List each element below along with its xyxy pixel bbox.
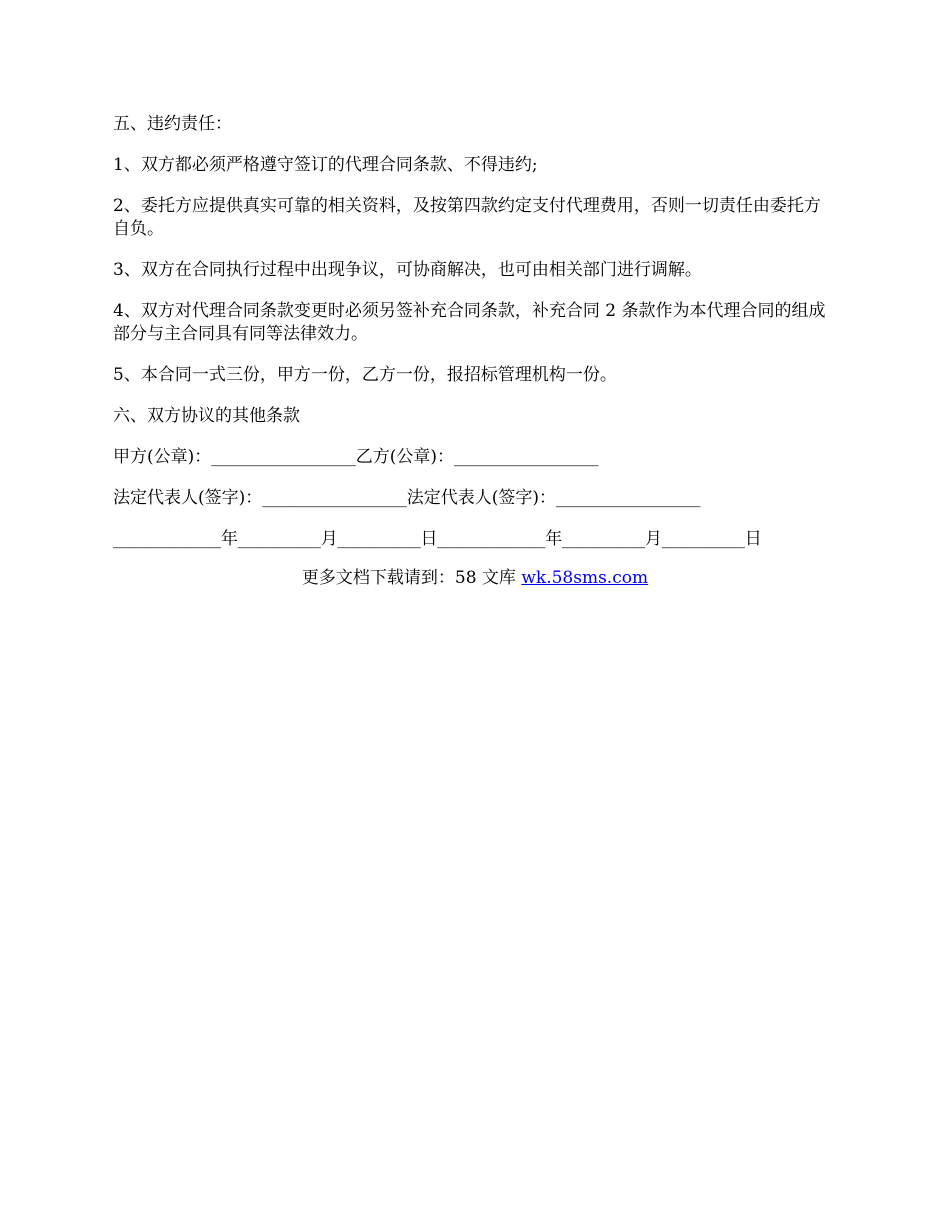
clause-5: 5、本合同一式三份，甲方一份，乙方一份，报招标管理机构一份。 bbox=[113, 365, 617, 385]
clause-4: 4、双方对代理合同条款变更时必须另签补充合同条款，补充合同 2 条款作为本代理合同的组成部分与主合同具有同等法律效力。 bbox=[113, 301, 826, 344]
clause-1: 1、双方都必须严格遵守签订的代理合同条款、不得违约; bbox=[113, 155, 538, 175]
footer-link[interactable]: wk.58sms.com bbox=[521, 568, 649, 588]
document-body bbox=[113, 113, 837, 590]
section-heading-other-terms: 六、双方协议的其他条款 bbox=[113, 406, 300, 426]
clause-2: 2、委托方应提供真实可靠的相关资料，及按第四款约定支付代理费用，否则一切责任由委托方自负。 bbox=[113, 196, 821, 239]
seal-signature-line: 甲方(公章)：_________________乙方(公章)：_________________ bbox=[113, 447, 599, 467]
section-heading-breach: 五、违约责任： bbox=[113, 114, 232, 134]
footer-text: 更多文档下载请到：58 文库 bbox=[301, 568, 522, 588]
clause-3: 3、双方在合同执行过程中出现争议，可协商解决，也可由相关部门进行调解。 bbox=[113, 260, 702, 280]
representative-signature-line: 法定代表人(签字)：_________________法定代表人(签字)：_________________ bbox=[113, 488, 701, 508]
date-line: _____________年__________月__________日_____________年__________月__________日 bbox=[113, 529, 762, 549]
footer bbox=[113, 567, 837, 590]
